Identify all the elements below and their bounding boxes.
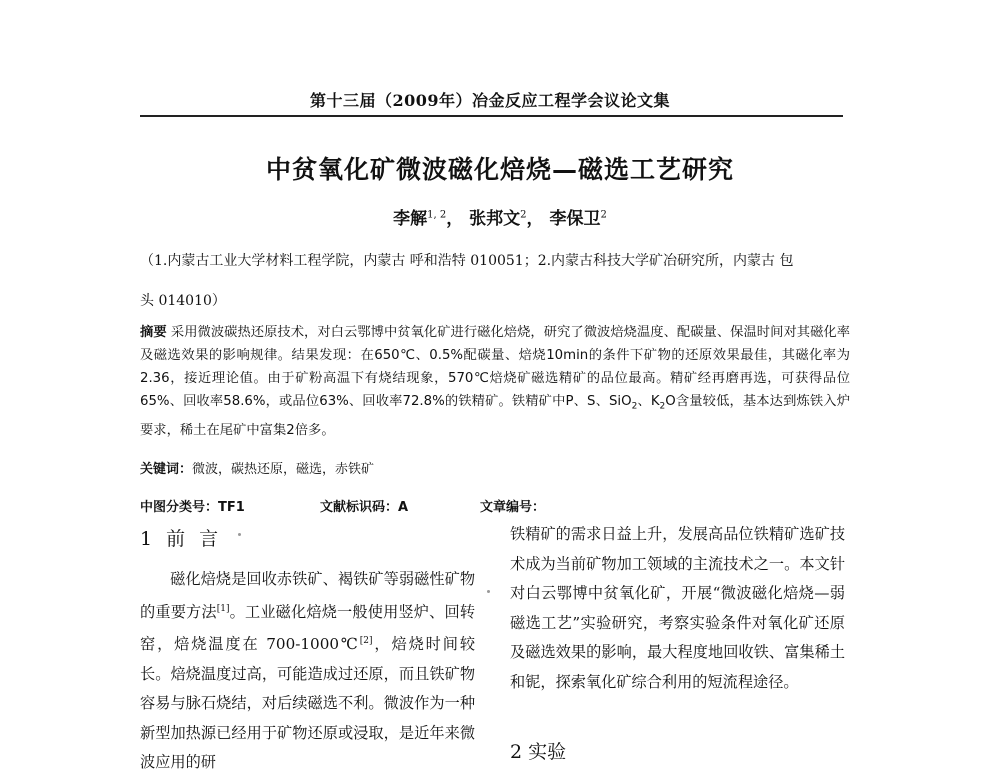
scan-speck <box>487 590 490 593</box>
author-name: 张邦文 <box>469 209 521 229</box>
author-separator: ， <box>446 209 464 229</box>
section-2-heading: 2 实验 <box>510 741 567 763</box>
clc-label: 中图分类号： <box>140 500 219 515</box>
author-affil-mark: 2 <box>600 209 607 221</box>
keywords-text: 微波，碳热还原，磁选，赤铁矿 <box>192 462 375 477</box>
author-list <box>140 204 860 229</box>
scan-speck <box>238 533 241 536</box>
keywords <box>140 458 850 477</box>
body-text: 磁化焙烧是回收赤铁矿、褐铁矿等弱磁性矿物的重要方法 <box>140 570 475 621</box>
subscript: 2 <box>631 401 638 412</box>
doc-code-value: A <box>398 500 409 515</box>
citation: [2] <box>359 636 373 647</box>
abstract <box>140 321 850 442</box>
affiliation-line-2: 头 014010） <box>140 293 226 309</box>
author-affil-mark: 2 <box>520 209 527 221</box>
abstract-text: 采用微波碳热还原技术，对白云鄂博中贫氧化矿进行磁化焙烧，研究了微波焙烧温度、配碳量、保温时间对其磁化率及磁选效果的影响规律。结果发现：在650℃、0.5%配碳量、焙烧10min的条件下矿物的还原效果最佳，其磁化率为2.36，接近理论值。由于矿粉高温下有烧结现象，570℃焙烧矿磁选精矿的品位最高。精矿经再磨再选，可获得品位65%、回收率58.6%，或品位63%、回收率72.8%的铁精矿。铁精矿中P、S、SiO <box>140 325 851 409</box>
right-column-text: 铁精矿的需求日益上升，发展高品位铁精矿选矿技术成为当前矿物加工领域的主流技术之一。本文针对白云鄂博中贫氧化矿，开展“微波磁化焙烧—弱磁选工艺”实验研究，考察实验条件对氧化矿还原及磁选效果的影响，最大程度地回收铁、富集稀土和铌，探索氧化矿综合利用的短流程途径。 <box>510 525 845 691</box>
clc-value: TF1 <box>218 500 245 515</box>
section-1-heading: 1 前 言 <box>140 528 223 550</box>
clc <box>140 496 245 515</box>
subscript: 2 <box>659 401 666 412</box>
doc-code-label: 文献标识码： <box>320 500 399 515</box>
author-affil-mark: 1, 2 <box>427 209 447 221</box>
citation: [1] <box>216 603 230 614</box>
affiliation-line-1: （1.内蒙古工业大学材料工程学院，内蒙古 呼和浩特 010051；2.内蒙古科技大学矿冶研究所，内蒙古 包 <box>140 253 794 269</box>
abstract-text: 、K <box>637 394 660 409</box>
keywords-label: 关键词： <box>140 462 193 477</box>
author-name: 李保卫 <box>549 209 601 229</box>
article-number-label: 文章编号： <box>480 500 546 515</box>
header-rule <box>140 115 843 117</box>
abstract-label: 摘要 <box>140 325 167 340</box>
author-separator: ， <box>526 209 544 229</box>
body-text: ，焙烧时间较长。焙烧温度过高，可能造成过还原，而且铁矿物容易与脉石烧结，对后续磁选不利。微波作为一种新型加热源已经用于矿物还原或浸取，是近年来微波应用的研 <box>140 635 476 772</box>
doc-code <box>320 496 408 515</box>
left-column-text <box>140 565 475 778</box>
abstract-text: O含量较低，基本达到炼铁入炉要求，稀土在尾矿中富集2倍多。 <box>140 394 850 438</box>
running-header: 第十三届（2009年）冶金反应工程学会议论文集 <box>309 91 671 110</box>
author-name: 李解 <box>393 209 428 229</box>
body-text: 。工业磁化焙烧一般使用竖炉、回转窑，焙烧温度在 700-1000℃ <box>140 602 476 654</box>
paper-title: 中贫氧化矿微波磁化焙烧—磁选工艺研究 <box>265 155 734 184</box>
